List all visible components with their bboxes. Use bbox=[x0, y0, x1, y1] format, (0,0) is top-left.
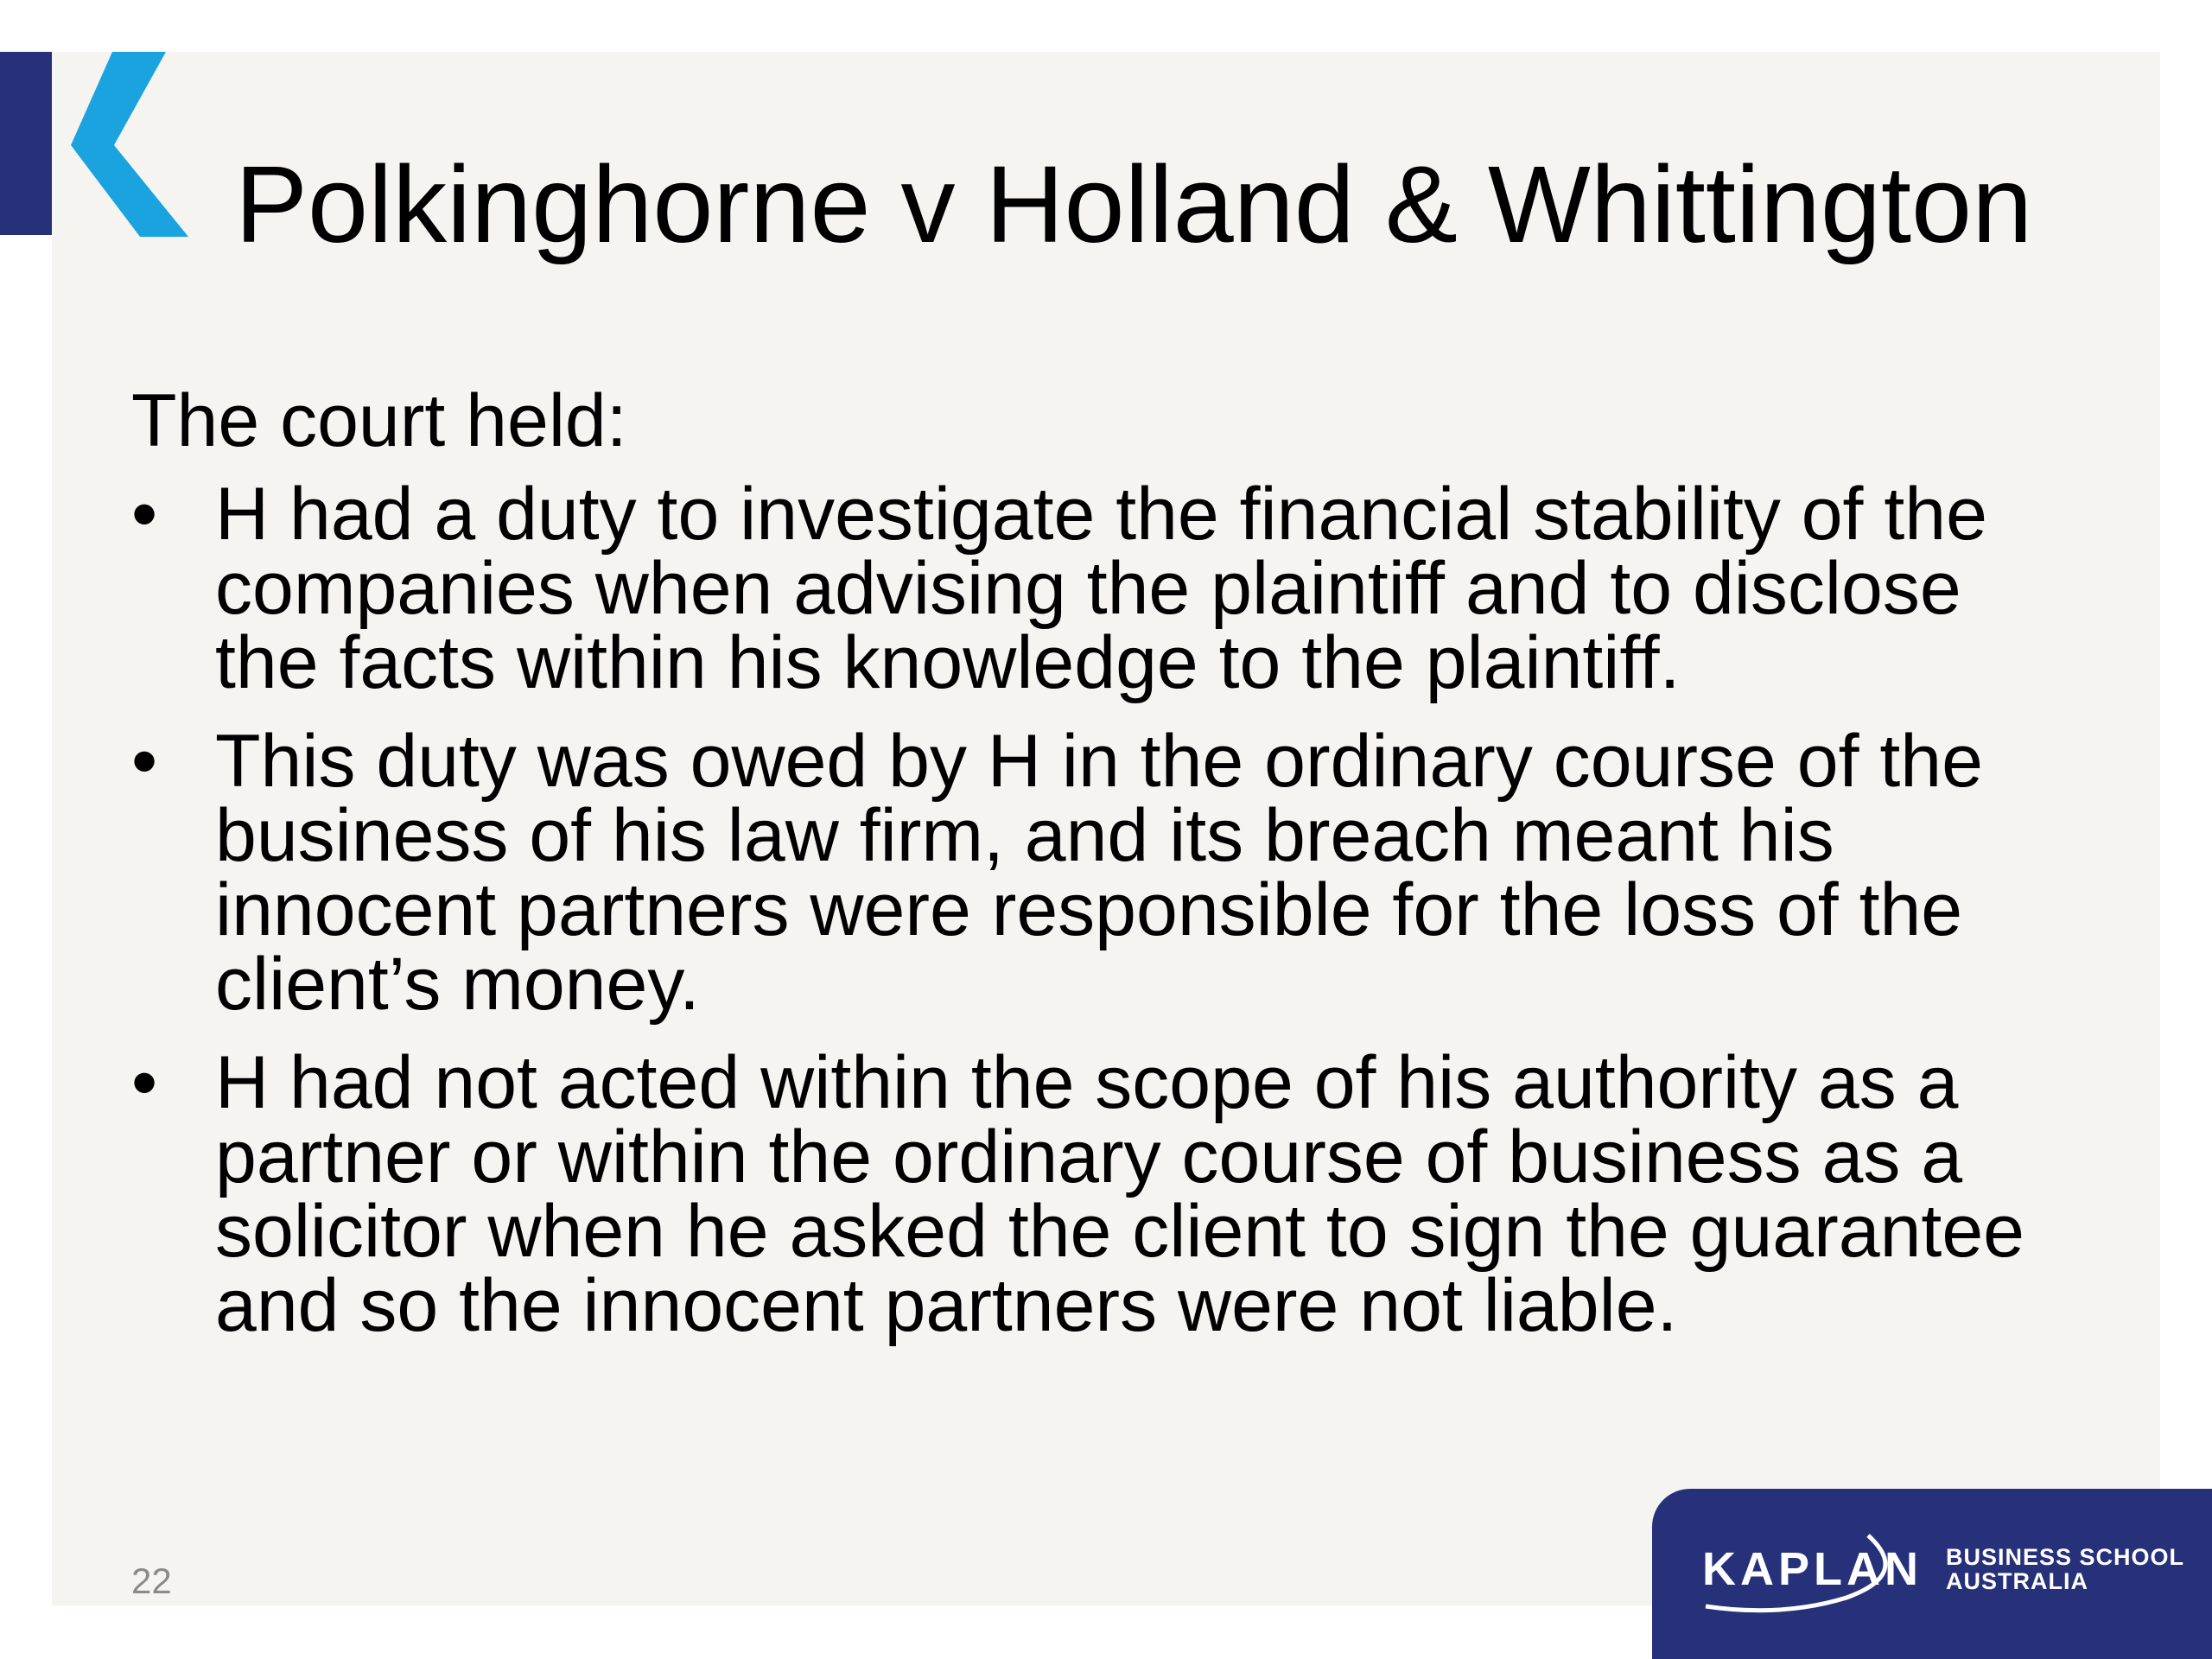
brand-left-bar bbox=[0, 52, 52, 235]
slide-title: Polkinghorne v Holland & Whittington bbox=[235, 143, 2033, 265]
bullet-marker: • bbox=[131, 1041, 158, 1124]
bullet-item bbox=[131, 1041, 2075, 1347]
bullet-item bbox=[131, 720, 2075, 1026]
page-number: 22 bbox=[131, 1560, 172, 1601]
slide-body bbox=[131, 379, 2075, 1367]
bullet-marker: • bbox=[131, 720, 158, 803]
kaplan-footer-block bbox=[1652, 1489, 2212, 1659]
kaplan-logo bbox=[1695, 1527, 1923, 1622]
bullet-item bbox=[131, 473, 2075, 704]
bullet-marker: • bbox=[131, 473, 158, 556]
bullet-text: H had not acted within the scope of his authority as a partner or within the ordinary course of business as a solicitor when he asked the client to sign the guarantee and so the innocent partners were not liable. bbox=[215, 1041, 2024, 1347]
bullet-text: H had a duty to investigate the financial stability of the companies when advising the plaintiff and to disclose the facts within his knowledge to the plaintiff. bbox=[215, 473, 1987, 704]
kaplan-chevron-icon bbox=[71, 52, 188, 237]
bullet-list bbox=[131, 473, 2075, 1347]
intro-text: The court held: bbox=[131, 379, 627, 462]
school-name-line2: AUSTRALIA bbox=[1946, 1568, 2088, 1594]
school-name-line1: BUSINESS SCHOOL bbox=[1946, 1544, 2185, 1570]
school-name bbox=[1946, 1545, 2184, 1593]
bullet-text: This duty was owed by H in the ordinary course of the business of his law firm, and its breach meant his innocent partners were responsible for the loss of the client’s money. bbox=[215, 720, 1983, 1026]
logo-wordmark: KAPLAN bbox=[1702, 1543, 1923, 1595]
